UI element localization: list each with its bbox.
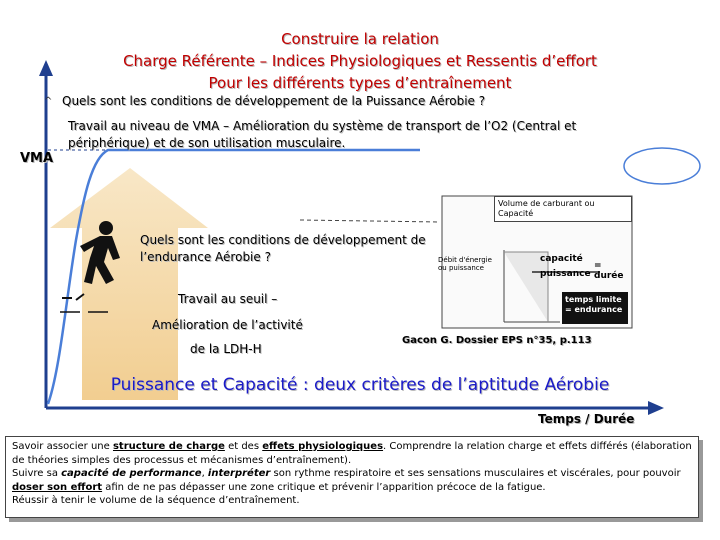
question-endurance-aerobie: Quels sont les conditions de développement de l’endurance Aérobie ? [140, 233, 426, 264]
source-credit: Gacon G. Dossier EPS n°35, p.113 [402, 335, 592, 346]
conclusion-heading: Puissance et Capacité : deux critères de l’aptitude Aérobie [110, 375, 610, 395]
desc-text: afin de ne pas dépasser une zone critique et prévenir l’apparition précoce de la fatigue. [102, 481, 546, 493]
desc-emphasis: structure de charge [112, 441, 225, 452]
question-puissance-aerobie: Quels sont les conditions de développement de la Puissance Aérobie ? [62, 94, 486, 108]
inset-duree-label: = durée [594, 261, 624, 281]
inset-capacite-label: capacité [540, 254, 583, 264]
travail-seuil-line-3: de la LDH-H [190, 342, 262, 356]
desc-emphasis: effets physiologiques [262, 441, 384, 452]
y-axis-arrowhead [39, 60, 53, 76]
x-axis-arrowhead [648, 401, 664, 415]
desc-text: Réussir à tenir le volume de la séquence d’entraînement. [12, 495, 300, 506]
title-line-1: Construire la relation [281, 30, 439, 48]
desc-text: . Comprendre la relation charge et effets différés (élaboration de théories simples des processus et mécanismes d’entraînement). [12, 441, 692, 466]
inset-diagram [436, 194, 632, 327]
desc-text: , [201, 468, 208, 479]
dashed-connector-inset [300, 220, 440, 222]
travail-seuil-line-2: Amélioration de l’activité [152, 318, 303, 332]
desc-emphasis: interpréter [207, 468, 271, 479]
desc-emphasis: capacité de performance [61, 468, 202, 479]
desc-emphasis: doser son effort [12, 481, 103, 493]
title-line-2: Charge Référente – Indices Physiologiques et Ressentis d’effort [123, 52, 597, 70]
travail-vma-text: Travail au niveau de VMA – Amélioration du système de transport de l’O2 (Central et périphérique) et de son utilisation musculaire. [68, 119, 577, 150]
title-line-3: Pour les différents types d’entraînement [208, 74, 512, 92]
desc-text: son rythme respiratoire et ses sensations musculaires et viscérales, pour pouvoir [270, 468, 681, 479]
desc-text: Savoir associer une [12, 441, 113, 452]
upward-arrow-shape [50, 168, 208, 400]
travail-seuil-line-1: Travail au seuil – [178, 292, 278, 306]
inset-puissance-label: puissance [540, 269, 591, 279]
description-box [5, 436, 699, 518]
inset-temps-limite-box: temps limite = endurance [562, 292, 628, 324]
y-axis-label: VMA [20, 151, 54, 166]
inset-title: Volume de carburant ou Capacité [494, 196, 632, 222]
svg-text:^: ^ [44, 96, 53, 107]
highlight-ellipse [624, 148, 700, 184]
desc-text: et des [224, 441, 263, 452]
x-axis-label: Temps / Durée [538, 412, 635, 426]
inset-debit-label: Débit d'énergie ou puissance [438, 256, 492, 272]
desc-text: Suivre sa [12, 468, 62, 479]
